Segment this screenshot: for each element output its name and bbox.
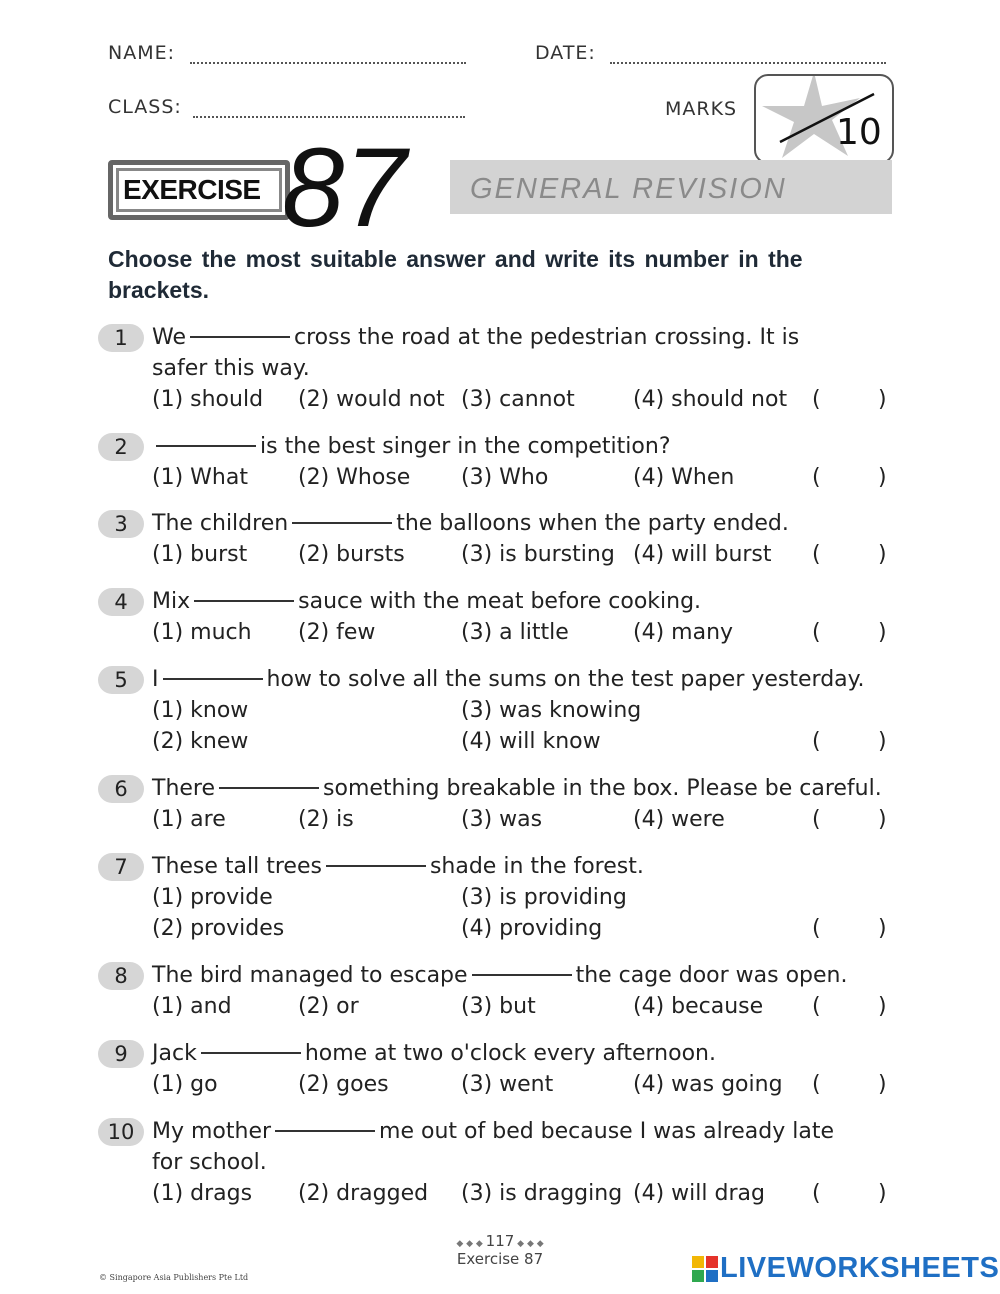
answer-option: (4) were xyxy=(633,807,725,832)
answer-option: (4) many xyxy=(633,620,734,645)
name-field[interactable] xyxy=(190,44,466,64)
answer-option: (2) bursts xyxy=(298,542,405,567)
answer-option: (4) will know xyxy=(461,729,601,754)
marks-total: 10 xyxy=(836,112,882,153)
marks-label: MARKS xyxy=(665,98,738,120)
answer-slot[interactable] xyxy=(828,1180,876,1208)
question-stem xyxy=(152,508,789,539)
question-stem xyxy=(152,773,882,804)
answer-option: (4) providing xyxy=(461,916,603,941)
answer-blank xyxy=(163,676,263,680)
answer-option: (3) Who xyxy=(461,465,549,490)
answer-slot[interactable] xyxy=(828,915,876,943)
page-number-row xyxy=(443,1232,557,1250)
stem-before: We xyxy=(152,325,186,350)
copyright: © Singapore Asia Publishers Pte Ltd xyxy=(99,1273,249,1282)
answer-slot[interactable] xyxy=(828,386,876,414)
answer-option: (1) much xyxy=(152,620,252,645)
answer-option: (2) would not xyxy=(298,387,445,412)
question-number: 5 xyxy=(98,666,144,694)
stem-before: The children xyxy=(152,511,289,536)
question-number: 7 xyxy=(98,853,144,881)
answer-option: (1) drags xyxy=(152,1181,253,1206)
marks-box[interactable] xyxy=(754,74,894,164)
stem-after: sauce with the meat before cooking. xyxy=(298,589,702,614)
class-label: CLASS: xyxy=(108,96,182,118)
answer-slot[interactable] xyxy=(828,1071,876,1099)
answer-bracket-open: ( xyxy=(812,729,821,754)
answer-option: (2) is xyxy=(298,807,354,832)
stem-before: There xyxy=(152,776,216,801)
question-stem-line2: for school. xyxy=(152,1150,267,1175)
date-label: DATE: xyxy=(535,42,596,64)
answer-bracket-close: ) xyxy=(878,387,887,412)
stem-after: cross the road at the pedestrian crossing. It is xyxy=(294,325,800,350)
answer-bracket-open: ( xyxy=(812,387,821,412)
exercise-label: EXERCISE xyxy=(123,174,261,205)
answer-option: (2) goes xyxy=(298,1072,389,1097)
question-stem xyxy=(152,1116,834,1147)
answer-option: (1) should xyxy=(152,387,264,412)
answer-option: (2) or xyxy=(298,994,359,1019)
answer-option: (4) because xyxy=(633,994,764,1019)
answer-slot[interactable] xyxy=(828,464,876,492)
stem-after: me out of bed because I was already late xyxy=(379,1119,835,1144)
answer-option: (1) and xyxy=(152,994,232,1019)
answer-option: (1) know xyxy=(152,698,249,723)
question-stem xyxy=(152,960,847,991)
answer-blank xyxy=(201,1050,301,1054)
date-field[interactable] xyxy=(610,44,886,64)
answer-option: (4) should not xyxy=(633,387,788,412)
exercise-number: 87 xyxy=(282,125,407,250)
answer-option: (3) cannot xyxy=(461,387,575,412)
answer-bracket-close: ) xyxy=(878,465,887,490)
answer-slot[interactable] xyxy=(828,806,876,834)
answer-option: (1) go xyxy=(152,1072,218,1097)
answer-option: (3) is bursting xyxy=(461,542,615,567)
answer-option: (2) provides xyxy=(152,916,285,941)
answer-bracket-close: ) xyxy=(878,620,887,645)
question-stem xyxy=(152,322,799,353)
answer-bracket-open: ( xyxy=(812,465,821,490)
instructions: Choose the most suitable answer and write its number in the brackets. xyxy=(108,246,803,303)
liveworksheets-brand[interactable]: LIVEWORKSHEETS xyxy=(720,1252,1000,1284)
stem-before: My mother xyxy=(152,1119,272,1144)
answer-option: (1) burst xyxy=(152,542,248,567)
question-stem xyxy=(152,664,865,695)
stem-after: the balloons when the party ended. xyxy=(396,511,789,536)
question-number: 3 xyxy=(98,510,144,538)
answer-option: (4) will drag xyxy=(633,1181,765,1206)
topic-band xyxy=(450,160,892,214)
stem-before: Mix xyxy=(152,589,191,614)
answer-option: (2) few xyxy=(298,620,376,645)
stem-after: home at two o'clock every afternoon. xyxy=(304,1041,716,1066)
answer-blank xyxy=(190,334,290,338)
class-field[interactable] xyxy=(193,98,465,118)
answer-option: (2) dragged xyxy=(298,1181,429,1206)
stem-after: something breakable in the box. Please be careful. xyxy=(323,776,882,801)
answer-blank xyxy=(275,1128,375,1132)
answer-option: (4) will burst xyxy=(633,542,772,567)
answer-slot[interactable] xyxy=(828,728,876,756)
question-number: 8 xyxy=(98,962,144,990)
answer-bracket-open: ( xyxy=(812,620,821,645)
answer-bracket-close: ) xyxy=(878,1072,887,1097)
answer-blank xyxy=(219,785,319,789)
stem-before: These tall trees xyxy=(152,854,322,879)
answer-option: (3) is providing xyxy=(461,885,627,910)
answer-blank xyxy=(326,863,426,867)
question-number: 2 xyxy=(98,433,144,461)
answer-option: (1) provide xyxy=(152,885,273,910)
question-number: 1 xyxy=(98,324,144,352)
answer-blank xyxy=(292,520,392,524)
answer-option: (3) a little xyxy=(461,620,569,645)
name-label: NAME: xyxy=(108,42,176,64)
answer-option: (1) What xyxy=(152,465,248,490)
answer-bracket-open: ( xyxy=(812,1072,821,1097)
diamond-right-icon: ◆ ◆ ◆ xyxy=(514,1239,544,1249)
question-number: 6 xyxy=(98,775,144,803)
answer-bracket-close: ) xyxy=(878,542,887,567)
answer-bracket-open: ( xyxy=(812,807,821,832)
answer-bracket-open: ( xyxy=(812,542,821,567)
answer-slot[interactable] xyxy=(828,619,876,647)
answer-option: (1) are xyxy=(152,807,226,832)
answer-blank xyxy=(156,443,256,447)
answer-option: (2) Whose xyxy=(298,465,411,490)
answer-blank xyxy=(472,972,572,976)
answer-option: (3) is dragging xyxy=(461,1181,623,1206)
question-number: 10 xyxy=(98,1118,144,1146)
answer-slot[interactable] xyxy=(828,541,876,569)
answer-option: (4) When xyxy=(633,465,735,490)
answer-bracket-open: ( xyxy=(812,994,821,1019)
answer-bracket-close: ) xyxy=(878,729,887,754)
stem-before: I xyxy=(152,667,159,692)
page-number: 117 xyxy=(485,1232,515,1250)
diamond-left-icon: ◆ ◆ ◆ xyxy=(456,1239,486,1249)
stem-before: Jack xyxy=(152,1041,197,1066)
answer-bracket-open: ( xyxy=(812,916,821,941)
stem-before: The bird managed to escape xyxy=(152,963,468,988)
question-stem-line2: safer this way. xyxy=(152,356,310,381)
answer-bracket-close: ) xyxy=(878,807,887,832)
stem-after: shade in the forest. xyxy=(429,854,644,879)
question-stem xyxy=(152,431,671,462)
stem-after: how to solve all the sums on the test paper yesterday. xyxy=(266,667,865,692)
exercise-badge xyxy=(108,160,290,220)
answer-option: (4) was going xyxy=(633,1072,783,1097)
answer-slot[interactable] xyxy=(828,993,876,1021)
answer-option: (3) went xyxy=(461,1072,554,1097)
stem-after: the cage door was open. xyxy=(575,963,848,988)
answer-bracket-close: ) xyxy=(878,916,887,941)
answer-option: (3) but xyxy=(461,994,536,1019)
topic-title: GENERAL REVISION xyxy=(470,173,787,205)
exercise-ref: Exercise 87 xyxy=(456,1250,544,1268)
answer-bracket-open: ( xyxy=(812,1181,821,1206)
answer-option: (3) was knowing xyxy=(461,698,642,723)
answer-bracket-close: ) xyxy=(878,1181,887,1206)
question-number: 4 xyxy=(98,588,144,616)
liveworksheets-logo-icon xyxy=(692,1256,718,1282)
answer-option: (2) knew xyxy=(152,729,249,754)
answer-option: (3) was xyxy=(461,807,543,832)
question-stem xyxy=(152,586,701,617)
question-number: 9 xyxy=(98,1040,144,1068)
question-stem xyxy=(152,1038,716,1069)
stem-after: is the best singer in the competition? xyxy=(260,434,671,459)
answer-blank xyxy=(194,598,294,602)
question-stem xyxy=(152,851,644,882)
answer-bracket-close: ) xyxy=(878,994,887,1019)
